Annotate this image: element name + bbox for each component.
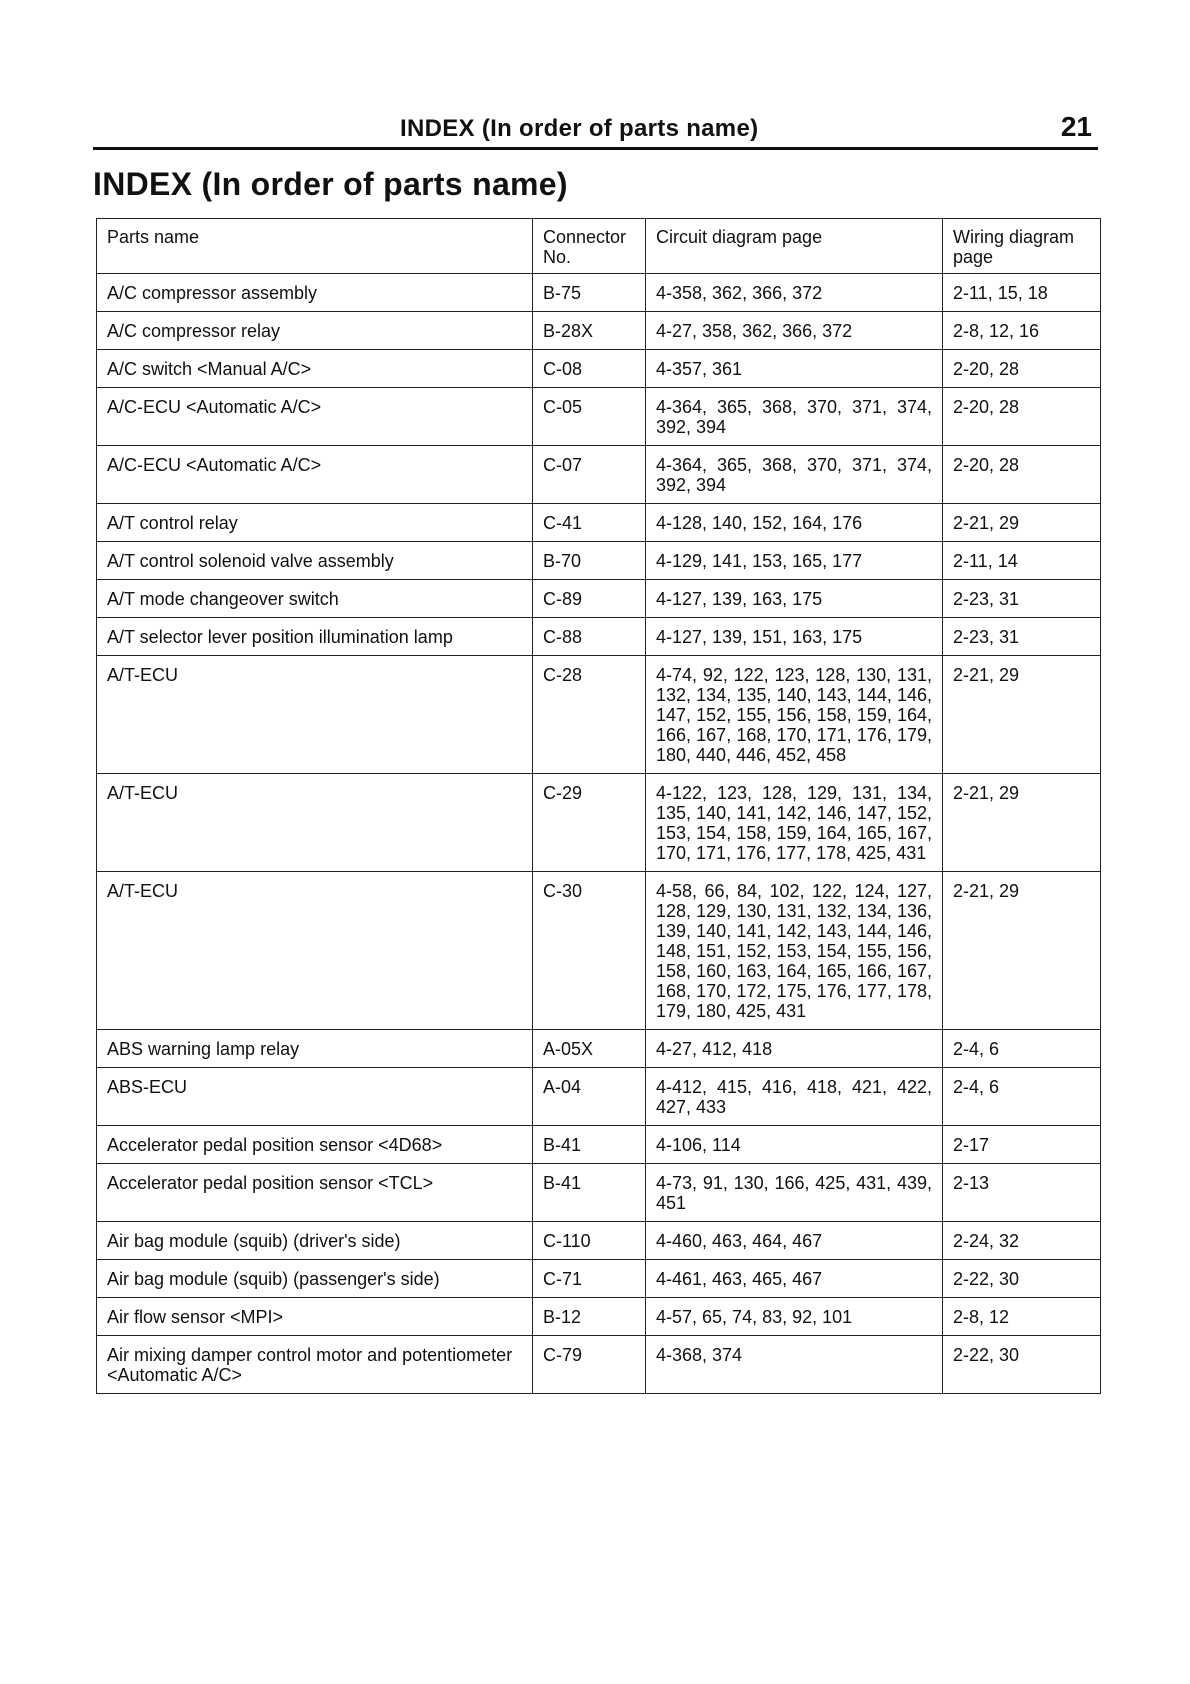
circuit-diagram-page-cell: 4-368, 374 bbox=[646, 1336, 943, 1394]
connector-no-cell: C-110 bbox=[533, 1222, 646, 1260]
wiring-diagram-page-cell: 2-4, 6 bbox=[943, 1030, 1101, 1068]
header-row bbox=[97, 219, 1101, 274]
table-row bbox=[97, 542, 1101, 580]
running-title: INDEX (In order of parts name) bbox=[400, 115, 759, 142]
parts-name-cell: Air mixing damper control motor and potentiometer <Automatic A/C> bbox=[97, 1336, 533, 1394]
connector-no-cell: C-28 bbox=[533, 656, 646, 774]
table-row bbox=[97, 872, 1101, 1030]
parts-name-cell: A/T control relay bbox=[97, 504, 533, 542]
table-row bbox=[97, 312, 1101, 350]
wiring-diagram-page-cell: 2-17 bbox=[943, 1126, 1101, 1164]
column-header-wiring-diagram-page: Wiring diagram page bbox=[943, 219, 1101, 274]
table-row bbox=[97, 1030, 1101, 1068]
wiring-diagram-page-cell: 2-20, 28 bbox=[943, 388, 1101, 446]
wiring-diagram-page-cell: 2-21, 29 bbox=[943, 872, 1101, 1030]
connector-no-cell: A-04 bbox=[533, 1068, 646, 1126]
circuit-diagram-page-cell: 4-460, 463, 464, 467 bbox=[646, 1222, 943, 1260]
table-row bbox=[97, 274, 1101, 312]
parts-name-cell: Air bag module (squib) (passenger's side) bbox=[97, 1260, 533, 1298]
connector-no-cell: C-79 bbox=[533, 1336, 646, 1394]
table-row bbox=[97, 1336, 1101, 1394]
connector-no-cell: B-41 bbox=[533, 1164, 646, 1222]
wiring-diagram-page-cell: 2-8, 12 bbox=[943, 1298, 1101, 1336]
circuit-diagram-page-cell: 4-122, 123, 128, 129, 131, 134, 135, 140, 141, 142, 146, 147, 152, 153, 154, 158, 159, 164, 165, 167, 170, 171, 176, 177, 178, 425, 431 bbox=[646, 774, 943, 872]
parts-name-cell: A/T-ECU bbox=[97, 656, 533, 774]
circuit-diagram-page-cell: 4-461, 463, 465, 467 bbox=[646, 1260, 943, 1298]
parts-name-cell: A/C-ECU <Automatic A/C> bbox=[97, 446, 533, 504]
table-row bbox=[97, 1222, 1101, 1260]
wiring-diagram-page-cell: 2-20, 28 bbox=[943, 446, 1101, 504]
parts-index-table bbox=[96, 218, 1101, 1394]
circuit-diagram-page-cell: 4-73, 91, 130, 166, 425, 431, 439, 451 bbox=[646, 1164, 943, 1222]
connector-no-cell: A-05X bbox=[533, 1030, 646, 1068]
table-row bbox=[97, 350, 1101, 388]
circuit-diagram-page-cell: 4-58, 66, 84, 102, 122, 124, 127, 128, 129, 130, 131, 132, 134, 136, 139, 140, 141, 142, 143, 144, 146, 148, 151, 152, 153, 154, 155, 156, 158, 160, 163, 164, 165, 166, 167, 168, 170, 172, 175, 176, 177, 178, 179, 180, 425, 431 bbox=[646, 872, 943, 1030]
table-row bbox=[97, 656, 1101, 774]
table-row bbox=[97, 1164, 1101, 1222]
table-row bbox=[97, 504, 1101, 542]
circuit-diagram-page-cell: 4-358, 362, 366, 372 bbox=[646, 274, 943, 312]
circuit-diagram-page-cell: 4-27, 358, 362, 366, 372 bbox=[646, 312, 943, 350]
circuit-diagram-page-cell: 4-57, 65, 74, 83, 92, 101 bbox=[646, 1298, 943, 1336]
parts-name-cell: A/C switch <Manual A/C> bbox=[97, 350, 533, 388]
connector-no-cell: B-70 bbox=[533, 542, 646, 580]
column-header-parts-name: Parts name bbox=[97, 219, 533, 274]
wiring-diagram-page-cell: 2-21, 29 bbox=[943, 774, 1101, 872]
wiring-diagram-page-cell: 2-23, 31 bbox=[943, 580, 1101, 618]
parts-name-cell: A/C compressor assembly bbox=[97, 274, 533, 312]
wiring-diagram-page-cell: 2-4, 6 bbox=[943, 1068, 1101, 1126]
wiring-diagram-page-cell: 2-11, 14 bbox=[943, 542, 1101, 580]
circuit-diagram-page-cell: 4-106, 114 bbox=[646, 1126, 943, 1164]
wiring-diagram-page-cell: 2-23, 31 bbox=[943, 618, 1101, 656]
connector-no-cell: B-41 bbox=[533, 1126, 646, 1164]
table-row bbox=[97, 580, 1101, 618]
connector-no-cell: B-75 bbox=[533, 274, 646, 312]
parts-name-cell: A/T mode changeover switch bbox=[97, 580, 533, 618]
table-row bbox=[97, 1126, 1101, 1164]
connector-no-cell: C-07 bbox=[533, 446, 646, 504]
column-header-circuit-diagram-page: Circuit diagram page bbox=[646, 219, 943, 274]
circuit-diagram-page-cell: 4-74, 92, 122, 123, 128, 130, 131, 132, 134, 135, 140, 143, 144, 146, 147, 152, 155, 156, 158, 159, 164, 166, 167, 168, 170, 171, 176, 179, 180, 440, 446, 452, 458 bbox=[646, 656, 943, 774]
connector-no-cell: C-41 bbox=[533, 504, 646, 542]
connector-no-cell: C-29 bbox=[533, 774, 646, 872]
wiring-diagram-page-cell: 2-13 bbox=[943, 1164, 1101, 1222]
parts-name-cell: A/C compressor relay bbox=[97, 312, 533, 350]
circuit-diagram-page-cell: 4-364, 365, 368, 370, 371, 374, 392, 394 bbox=[646, 388, 943, 446]
table-body bbox=[97, 274, 1101, 1394]
parts-name-cell: Air flow sensor <MPI> bbox=[97, 1298, 533, 1336]
table-row bbox=[97, 1298, 1101, 1336]
wiring-diagram-page-cell: 2-24, 32 bbox=[943, 1222, 1101, 1260]
column-header-connector-no: Connector No. bbox=[533, 219, 646, 274]
table-row bbox=[97, 618, 1101, 656]
circuit-diagram-page-cell: 4-357, 361 bbox=[646, 350, 943, 388]
connector-no-cell: C-30 bbox=[533, 872, 646, 1030]
table-row bbox=[97, 388, 1101, 446]
table-row bbox=[97, 774, 1101, 872]
parts-name-cell: A/T selector lever position illumination lamp bbox=[97, 618, 533, 656]
parts-name-cell: A/T control solenoid valve assembly bbox=[97, 542, 533, 580]
wiring-diagram-page-cell: 2-8, 12, 16 bbox=[943, 312, 1101, 350]
wiring-diagram-page-cell: 2-20, 28 bbox=[943, 350, 1101, 388]
connector-no-cell: C-71 bbox=[533, 1260, 646, 1298]
parts-name-cell: Air bag module (squib) (driver's side) bbox=[97, 1222, 533, 1260]
circuit-diagram-page-cell: 4-128, 140, 152, 164, 176 bbox=[646, 504, 943, 542]
circuit-diagram-page-cell: 4-27, 412, 418 bbox=[646, 1030, 943, 1068]
circuit-diagram-page-cell: 4-364, 365, 368, 370, 371, 374, 392, 394 bbox=[646, 446, 943, 504]
connector-no-cell: C-05 bbox=[533, 388, 646, 446]
table-row bbox=[97, 1068, 1101, 1126]
running-header bbox=[93, 113, 1098, 150]
table-header bbox=[97, 219, 1101, 274]
parts-name-cell: Accelerator pedal position sensor <TCL> bbox=[97, 1164, 533, 1222]
wiring-diagram-page-cell: 2-22, 30 bbox=[943, 1336, 1101, 1394]
page-title: INDEX (In order of parts name) bbox=[93, 166, 568, 202]
connector-no-cell: C-08 bbox=[533, 350, 646, 388]
wiring-diagram-page-cell: 2-21, 29 bbox=[943, 656, 1101, 774]
page-number: 21 bbox=[1060, 111, 1092, 142]
parts-name-cell: A/T-ECU bbox=[97, 872, 533, 1030]
parts-name-cell: Accelerator pedal position sensor <4D68> bbox=[97, 1126, 533, 1164]
connector-no-cell: B-12 bbox=[533, 1298, 646, 1336]
connector-no-cell: C-88 bbox=[533, 618, 646, 656]
parts-name-cell: A/C-ECU <Automatic A/C> bbox=[97, 388, 533, 446]
parts-name-cell: ABS-ECU bbox=[97, 1068, 533, 1126]
circuit-diagram-page-cell: 4-412, 415, 416, 418, 421, 422, 427, 433 bbox=[646, 1068, 943, 1126]
connector-no-cell: B-28X bbox=[533, 312, 646, 350]
circuit-diagram-page-cell: 4-127, 139, 151, 163, 175 bbox=[646, 618, 943, 656]
wiring-diagram-page-cell: 2-22, 30 bbox=[943, 1260, 1101, 1298]
wiring-diagram-page-cell: 2-21, 29 bbox=[943, 504, 1101, 542]
parts-name-cell: A/T-ECU bbox=[97, 774, 533, 872]
circuit-diagram-page-cell: 4-129, 141, 153, 165, 177 bbox=[646, 542, 943, 580]
connector-no-cell: C-89 bbox=[533, 580, 646, 618]
table-row bbox=[97, 1260, 1101, 1298]
wiring-diagram-page-cell: 2-11, 15, 18 bbox=[943, 274, 1101, 312]
parts-name-cell: ABS warning lamp relay bbox=[97, 1030, 533, 1068]
table-row bbox=[97, 446, 1101, 504]
circuit-diagram-page-cell: 4-127, 139, 163, 175 bbox=[646, 580, 943, 618]
